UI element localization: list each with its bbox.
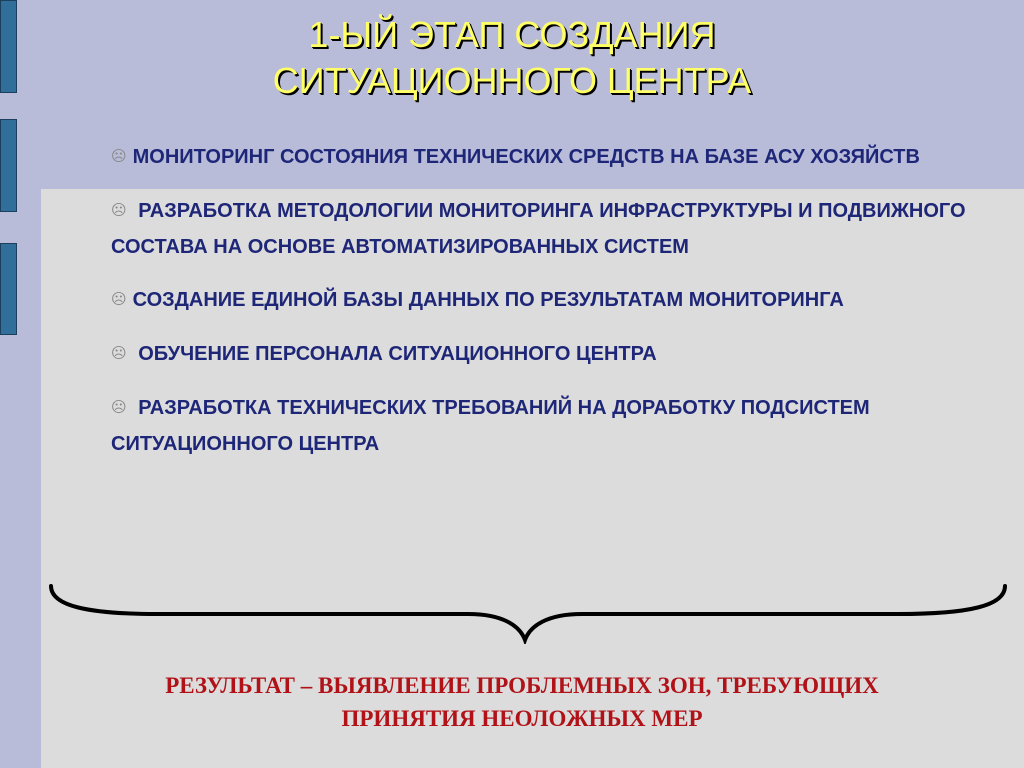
- side-tab-1: [0, 0, 17, 93]
- slide-title-line-2: СИТУАЦИОННОГО ЦЕНТРА: [272, 60, 752, 101]
- curly-brace-icon: [48, 578, 1008, 644]
- result-line-1: РЕЗУЛЬТАТ – ВЫЯВЛЕНИЕ ПРОБЛЕМНЫХ ЗОН, ТРЕБУЮЩИХ: [165, 673, 879, 698]
- bullet-item: [111, 391, 1001, 462]
- sad-face-icon: ☹: [111, 398, 127, 416]
- sad-face-icon: ☹: [111, 147, 127, 165]
- bullet-item: [111, 283, 1001, 319]
- bullet-item: [111, 194, 1001, 265]
- side-tab-3: [0, 243, 17, 335]
- bullet-text: РАЗРАБОТКА МЕТОДОЛОГИИ МОНИТОРИНГА ИНФРАСТРУКТУРЫ И ПОДВИЖНОГО СОСТАВА НА ОСНОВЕ АВТОМАТИЗИРОВАННЫХ СИСТЕМ: [111, 200, 966, 258]
- bullet-text: МОНИТОРИНГ СОСТОЯНИЯ ТЕХНИЧЕСКИХ СРЕДСТВ НА БАЗЕ АСУ ХОЗЯЙСТВ: [132, 146, 920, 168]
- bullet-text: СОЗДАНИЕ ЕДИНОЙ БАЗЫ ДАННЫХ ПО РЕЗУЛЬТАТАМ МОНИТОРИНГА: [132, 289, 844, 311]
- sad-face-icon: ☹: [111, 201, 127, 219]
- bullet-text: РАЗРАБОТКА ТЕХНИЧЕСКИХ ТРЕБОВАНИЙ НА ДОРАБОТКУ ПОДСИСТЕМ СИТУАЦИОННОГО ЦЕНТРА: [111, 397, 870, 455]
- bullet-item: [111, 337, 1001, 373]
- sad-face-icon: ☹: [111, 344, 127, 362]
- side-tab-2: [0, 119, 17, 212]
- sad-face-icon: ☹: [111, 290, 127, 308]
- bullet-list: [111, 140, 1001, 480]
- slide-title-line-1: 1-ЫЙ ЭТАП СОЗДАНИЯ: [308, 14, 716, 55]
- result-line-2: ПРИНЯТИЯ НЕОЛОЖНЫХ МЕР: [341, 706, 703, 731]
- bullet-item: [111, 140, 1001, 176]
- bullet-text: ОБУЧЕНИЕ ПЕРСОНАЛА СИТУАЦИОННОГО ЦЕНТРА: [138, 343, 657, 365]
